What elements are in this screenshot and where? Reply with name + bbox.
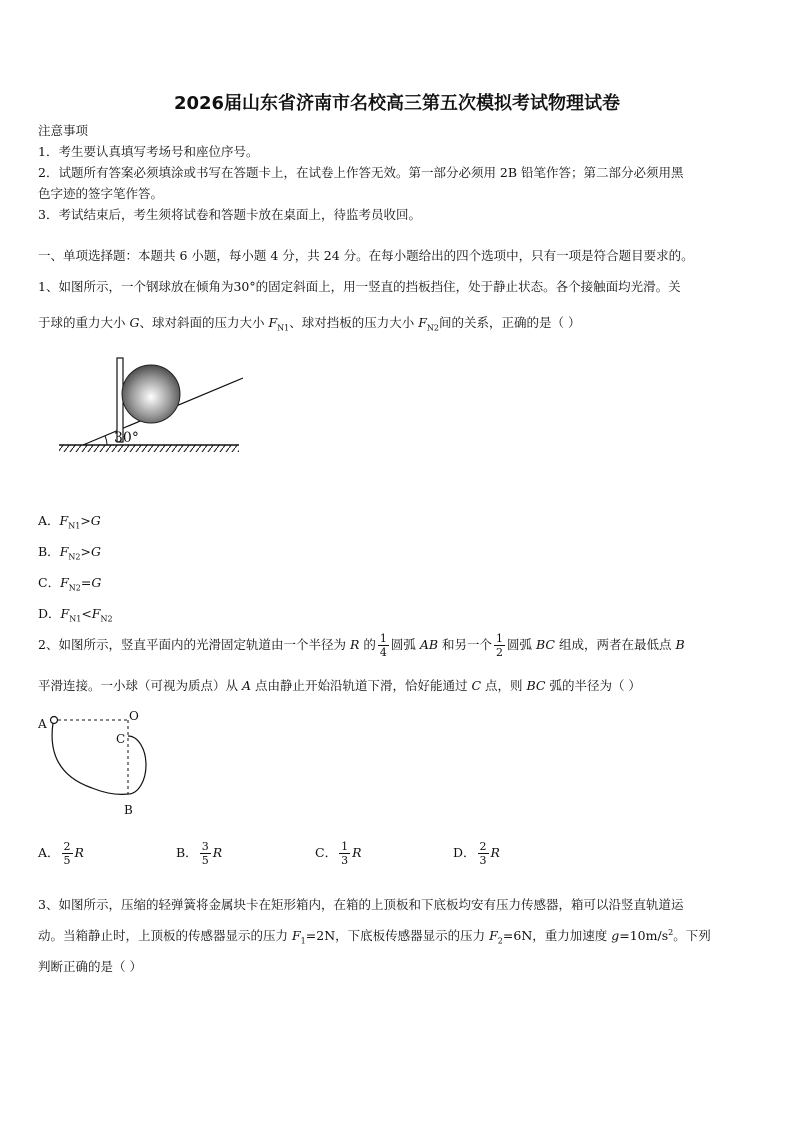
question-1-text-line2: 于球的重力大小 G、球对斜面的压力大小 $F_{N1}$、球对挡板的压力大小 $F_{N2}$间的关系，正确的是（ ） <box>38 315 581 333</box>
question-2-text-line1: 2、如图所示，竖直平面内的光滑固定轨道由一个半径为 R 的 $\frac{1}{4}$ 圆弧 AB 和另一个 $\frac{1}{2}$ 圆弧 BC 组成，两者在最低点 B <box>38 632 685 659</box>
choice-c[interactable]: C．$F_{N2}=G$ <box>38 575 102 593</box>
angle-label: 30° <box>114 430 139 446</box>
label-a: A <box>38 717 47 731</box>
notice-item: 1．考生要认真填写考场号和座位序号。 <box>38 144 259 159</box>
ball-at-a <box>51 717 58 724</box>
choice-a[interactable]: A．$F_{N1}>G$ <box>38 513 101 531</box>
track-figure <box>36 708 176 820</box>
question-3-text-line2: 动。当箱静止时，上顶板的传感器显示的压力 $F_1=2N$，下底板传感器显示的压力 $F_2=6N$，重力加速度 $g=10m/s^2$。下列 <box>38 927 711 946</box>
page-title: 2026届山东省济南市名校高三第五次模拟考试物理试卷 <box>173 93 621 114</box>
ground-hatch <box>59 445 239 452</box>
choice-b[interactable]: B． $\frac{3}{5}$ R <box>176 840 223 867</box>
notice-item: 色字迹的签字笔作答。 <box>38 186 164 201</box>
label-o: O <box>129 709 139 723</box>
question-2-text-line2: 平滑连接。一小球（可视为质点）从 A 点由静止开始沿轨道下滑，恰好能通过 C 点，则 BC 弧的半径为（ ） <box>38 678 641 693</box>
question-3-text-line1: 3、如图所示，压缩的轻弹簧将金属块卡在矩形箱内，在箱的上顶板和下底板均安有压力传感器，箱可以沿竖直轨道运 <box>38 897 684 912</box>
angle-arc <box>105 436 107 445</box>
notice-heading: 注意事项 <box>38 123 89 138</box>
choice-d[interactable]: D．$F_{N1}<F_{N2}$ <box>38 606 113 624</box>
choice-a[interactable]: A． $\frac{2}{5}$ R <box>38 840 84 867</box>
question-1-text-line1: 1、如图所示，一个钢球放在倾角为30°的固定斜面上，用一竖直的挡板挡住，处于静止状态。各个接触面均光滑。关 <box>38 279 681 294</box>
section-heading: 一、单项选择题：本题共 6 小题，每小题 4 分，共 24 分。在每小题给出的四个选项中，只有一项是符合题目要求的。 <box>38 248 694 263</box>
choice-d[interactable]: D． $\frac{2}{3}$ R <box>453 840 500 867</box>
half-arc-bc <box>128 736 146 794</box>
question-3-text-line3: 判断正确的是（ ） <box>38 959 142 974</box>
choice-c[interactable]: C． $\frac{1}{3}$ R <box>315 840 362 867</box>
incline-figure <box>55 352 255 457</box>
notice-item: 2．试题所有答案必须填涂或书写在答题卡上，在试卷上作答无效。第一部分必须用 2B 铅笔作答；第二部分必须用黑 <box>38 165 684 180</box>
steel-ball <box>122 365 180 423</box>
label-c: C <box>116 732 126 746</box>
notice-item: 3．考试结束后，考生须将试卷和答题卡放在桌面上，待监考员收回。 <box>38 207 421 222</box>
label-b: B <box>124 803 133 817</box>
choice-b[interactable]: B．$F_{N2}>G$ <box>38 544 101 562</box>
